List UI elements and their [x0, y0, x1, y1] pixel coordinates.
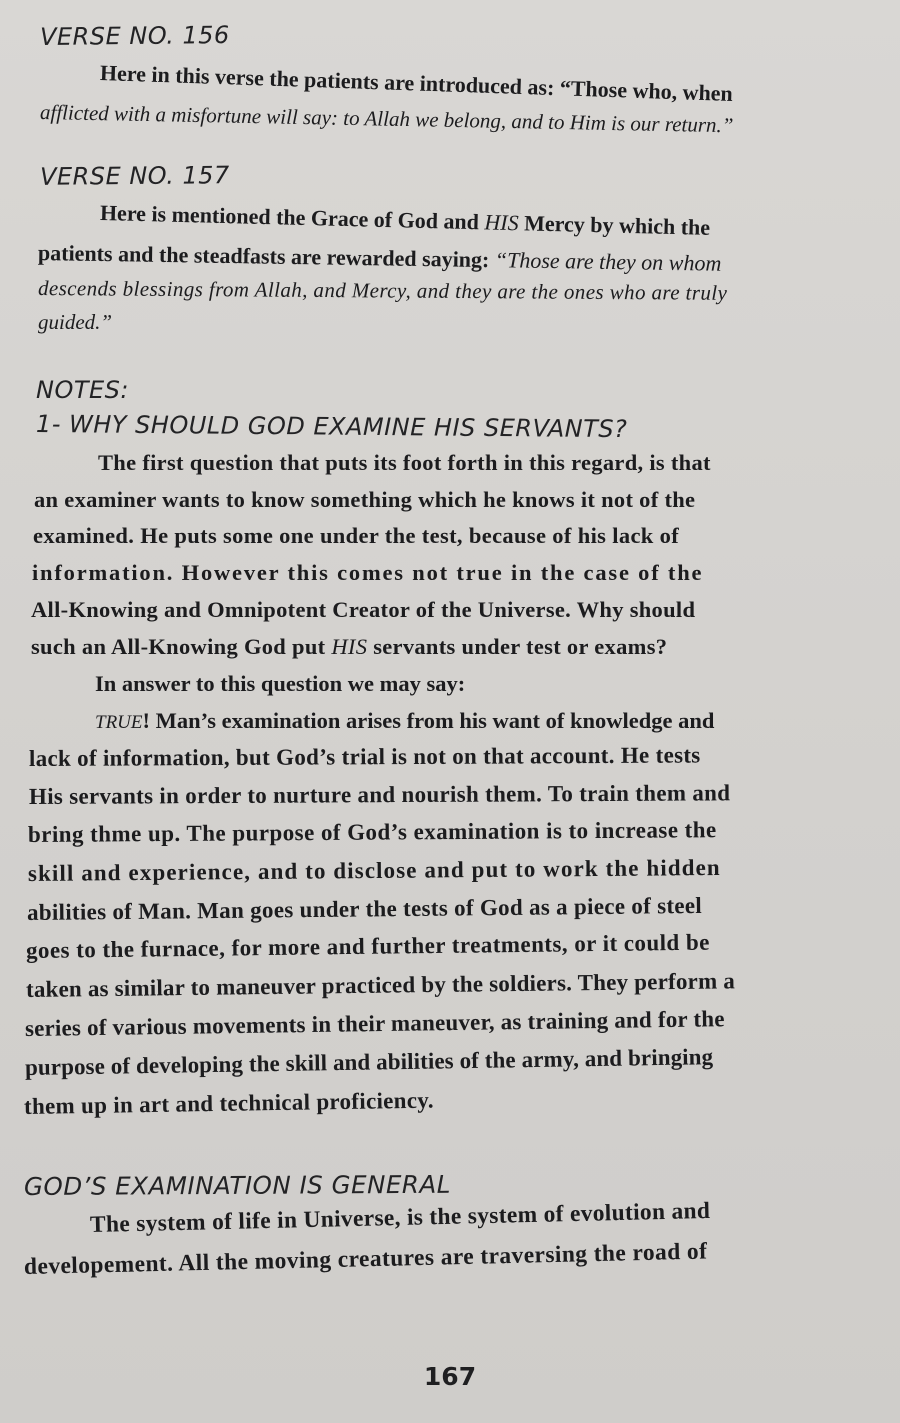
notes-line-4: information. However this comes not true in the case of the — [32, 560, 704, 585]
notes-line-13: abilities of Man. Man goes under the tests of God as a piece of steel — [26, 892, 703, 925]
verse-157-line-4: guided.” — [38, 310, 113, 334]
verse-157-line-1-text-a: Here is mentioned the Grace of God and — [99, 200, 485, 235]
notes-line-17: purpose of developing the skill and abilities of the army, and bringing — [24, 1044, 714, 1080]
verse-156-line-2: afflicted with a misfortune will say: to Allah we belong, and to Him is our return.” — [39, 100, 734, 138]
general-line-2: developement. All the moving creatures are traversing the road of — [23, 1238, 708, 1280]
verse-157-line-1-his: HIS — [484, 209, 519, 236]
verse-157-line-2-text-a: patients and the steadfasts are rewarded saying: — [37, 240, 496, 273]
verse-157-line-1-text-b: Mercy by which the — [518, 210, 711, 240]
verse-156-line-1: Here in this verse the patients are introduced as: “Those who, when — [99, 60, 734, 106]
notes-subheading: 1- WHY SHOULD GOD EXAMINE HIS SERVANTS? — [35, 410, 628, 444]
notes-line-6-text-a: such an All-Knowing God put — [31, 634, 332, 659]
notes-line-9: lack of information, but God’s trial is not on that account. He tests — [28, 742, 701, 771]
notes-line-10: His servants in order to nurture and nourish them. To train them and — [28, 780, 731, 809]
verse-157-heading: VERSE NO. 157 — [39, 161, 230, 191]
verse-157-line-2 — [38, 240, 722, 277]
notes-line-14: goes to the furnace, for more and further treatments, or it could be — [25, 929, 710, 963]
notes-heading: NOTES: — [36, 376, 129, 404]
notes-line-11: bring thme up. The purpose of God’s examination is to increase the — [27, 817, 717, 847]
notes-line-8 — [95, 708, 714, 734]
notes-line-1: The first question that puts its foot forth in this regard, is that — [98, 450, 711, 475]
verse-157-line-2-text-b: “Those are they on whom — [494, 247, 722, 276]
general-line-1: The system of life in Universe, is the system of evolution and — [89, 1197, 711, 1238]
notes-line-6-text-b: servants under test or exams? — [367, 634, 668, 659]
notes-line-12: skill and experience, and to disclose and put to work the hidden — [27, 854, 721, 886]
general-heading: GOD’S EXAMINATION IS GENERAL — [23, 1169, 451, 1201]
verse-157-line-3: descends blessings from Allah, and Mercy, and they are the ones who are truly — [37, 276, 728, 305]
notes-line-3: examined. He puts some one under the test, because of his lack of — [33, 523, 680, 548]
notes-line-8-text: ! Man’s examination arises from his want of knowledge and — [142, 708, 715, 733]
verse-156-heading: VERSE NO. 156 — [39, 21, 230, 51]
page-number: 167 — [423, 1362, 477, 1391]
notes-line-2: an examiner wants to know something which he knows it not of the — [34, 487, 696, 512]
notes-line-18: them up in art and technical proficiency. — [23, 1087, 435, 1119]
notes-line-6-his: HIS — [331, 634, 368, 659]
notes-line-7: In answer to this question we may say: — [95, 671, 466, 696]
notes-line-8-true: TRUE — [95, 712, 143, 733]
notes-line-15: taken as similar to maneuver practiced by the soldiers. They perform a — [25, 968, 736, 1002]
verse-157-line-1 — [100, 200, 711, 241]
notes-line-6 — [31, 634, 667, 660]
notes-line-5: All-Knowing and Omnipotent Creator of the Universe. Why should — [31, 597, 696, 622]
notes-line-16: series of various movements in their maneuver, as training and for the — [24, 1006, 725, 1041]
